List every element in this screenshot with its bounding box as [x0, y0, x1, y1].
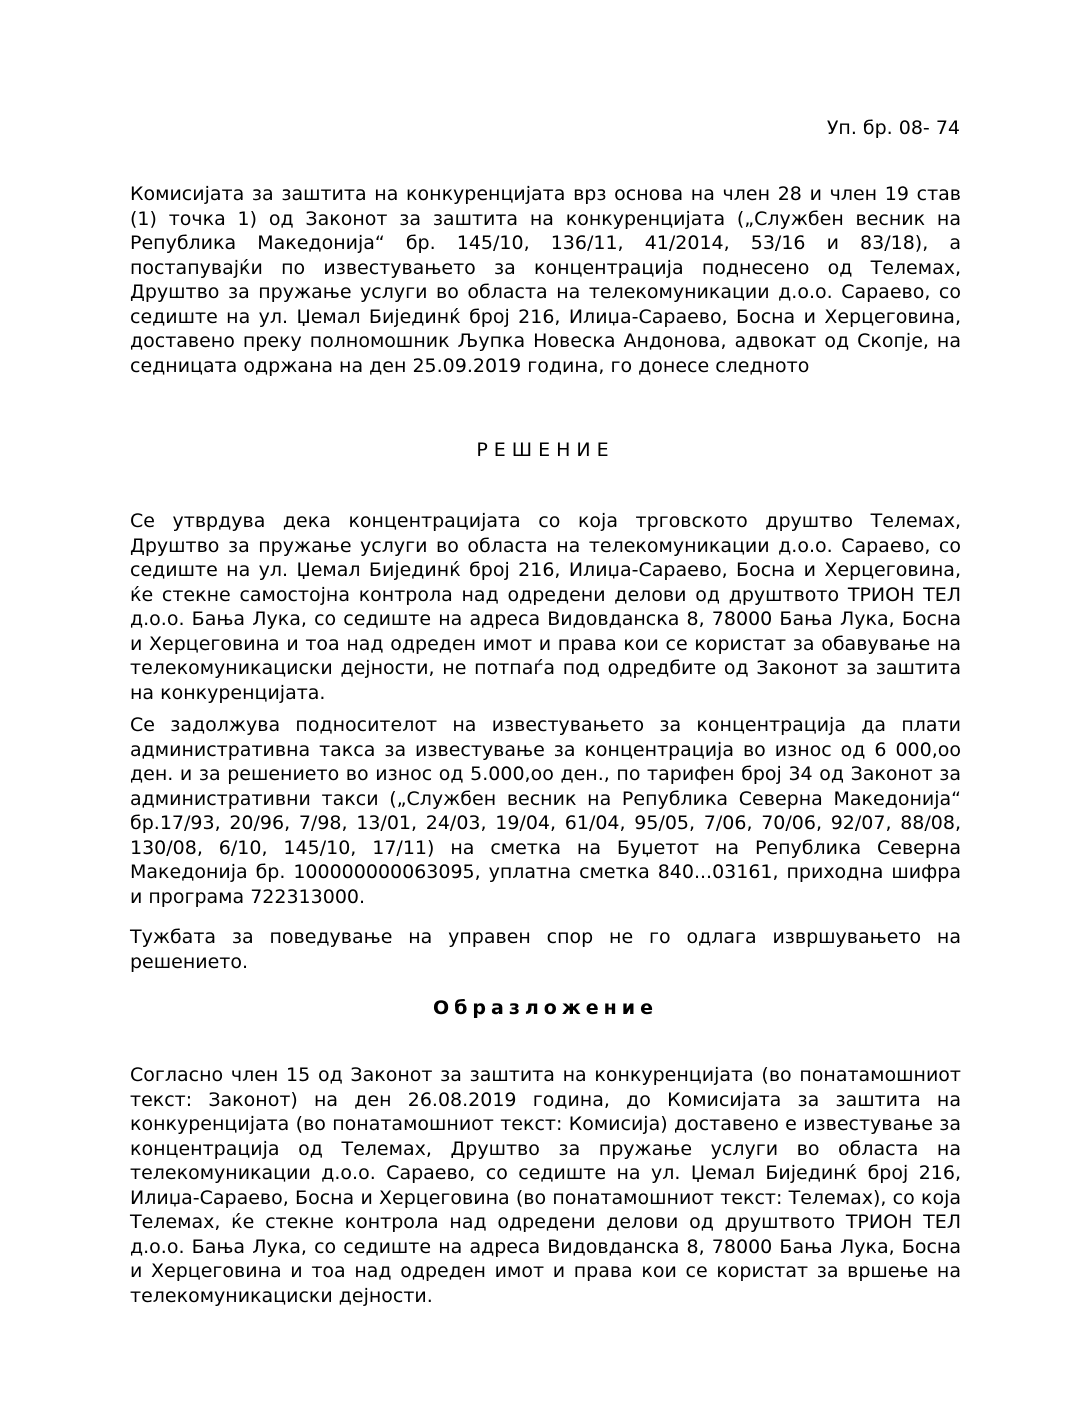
decision-heading: РЕШЕНИЕ: [476, 439, 615, 461]
preamble-paragraph: Комисијата за заштита на конкуренцијата врз основа на член 28 и член 19 став (1) точка 1) од Законот за заштита на конкуренцијата („Службен весник на Република Македонија“ бр. 145/10, 136/11, 41/2014, 53/16 и 83/18), а постапувајќи по известувањето за концентрација поднесено од Телемах, Друштво за пружање услуги во областа на телекомуникации д.о.о. Сараево, со седиште на ул. Џемал Бијединќ број 216, Илиџа-Сараево, Босна и Херцеговина, доставено преку полномошник Љупка Новеска Андонова, адвокат од Скопје, на седницата одржана на ден 25.09.2019 година, го донесе следното: [130, 183, 961, 377]
reference-number: Уп. бр. 08- 74: [826, 117, 960, 139]
decision-paragraph-3: Тужбата за поведување на управен спор не го одлага извршувањето на решението.: [130, 926, 961, 973]
decision-paragraph-2: Се задолжува подносителот на известувањето за концентрација да плати административна такса за известување за концентрација во износ од 6 000,оо ден. и за решението во износ од 5.000,оо ден., по тарифен број 34 од Законот за административни такси („Службен весник на Република Северна Македонија“ бр.17/93, 20/96, 7/98, 13/01, 24/03, 19/04, 61/04, 95/05, 7/06, 70/06, 92/07, 88/08, 130/08, 6/10, 145/10, 17/11) на сметка на Буџетот на Република Северна Македонија бр. 100000000063095, уплатна сметка 840...03161, приходна шифра и програма 722313000.: [130, 714, 961, 908]
reasoning-heading: Образложение: [433, 997, 658, 1019]
decision-paragraph-1: Се утврдува дека концентрацијата со која трговското друштво Телемах, Друштво за пружање услуги во областа на телекомуникации д.о.о. Сараево, со седиште на ул. Џемал Бијединќ број 216, Илиџа-Сараево, Босна и Херцеговина, ќе стекне самостојна контрола над одредени делови од друштвото ТРИОН ТЕЛ д.о.о. Бања Лука, со седиште на адреса Видовданска 8, 78000 Бања Лука, Босна и Херцеговина и тоа над одреден имот и права кои се користат за обавување на телекомуникациски дејности, не потпаѓа под одредбите од Законот за заштита на конкуренцијата.: [130, 510, 961, 704]
reasoning-paragraph-1: Согласно член 15 од Законот за заштита на конкуренцијата (во понатамошниот текст: Законот) на ден 26.08.2019 година, до Комисијата за заштита на конкуренцијата (во понатамошниот текст: Комисија) доставено е известување за концентрација од Телемах, Друштво за пружање услуги во областа на телекомуникации д.о.о. Сараево, со седиште на ул. Џемал Бијединќ број 216, Илиџа-Сараево, Босна и Херцеговина (во понатамошниот текст: Телемах), со која Телемах, ќе стекне контрола над одредени делови од друштвото ТРИОН ТЕЛ д.о.о. Бања Лука, со седиште на адреса Видовданска 8, 78000 Бања Лука, Босна и Херцеговина и тоа над одреден имот и права кои се користат за вршење на телекомуникациски дејности.: [130, 1064, 961, 1307]
